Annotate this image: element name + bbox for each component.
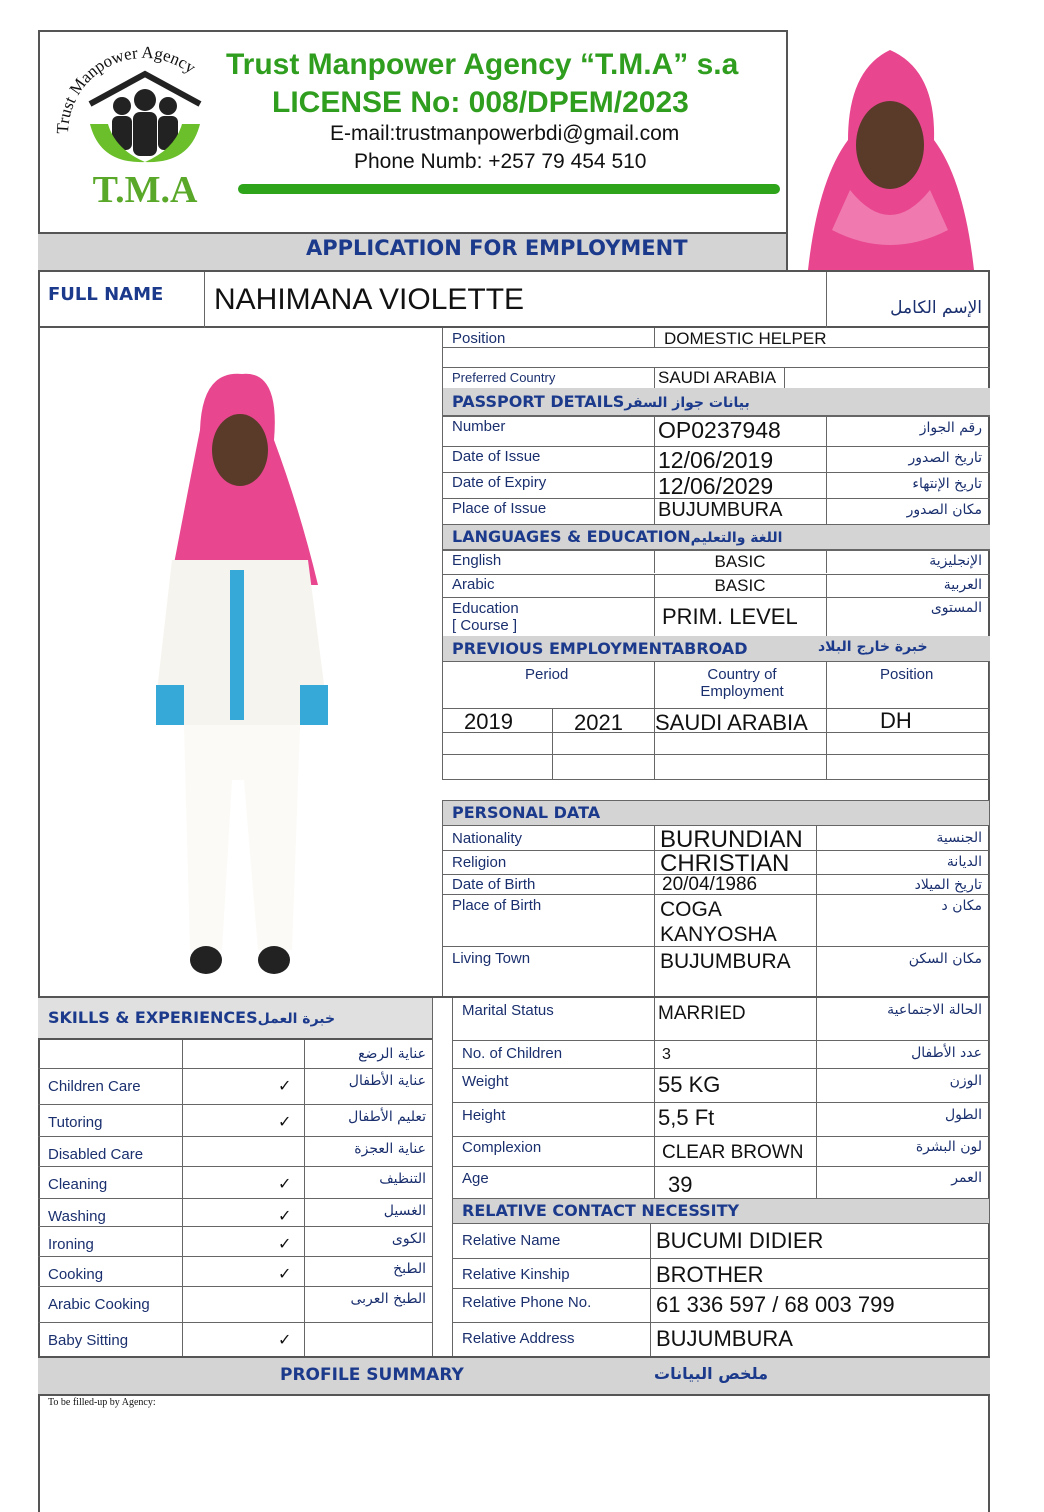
passport-row-label: Date of Issue	[452, 448, 541, 465]
relative-name-value: BUCUMI DIDIER	[656, 1228, 824, 1253]
logo-arc-text: Trust Manpower Agency	[52, 44, 200, 135]
profile-summary-title: PROFILE SUMMARY	[280, 1365, 464, 1385]
profile-summary-title-ar: ملخص البيانات	[654, 1364, 769, 1383]
preferred-country-value: SAUDI ARABIA	[658, 368, 777, 387]
skill-label-ar: التنظيف	[379, 1171, 426, 1187]
skill-check: ✓	[278, 1114, 292, 1131]
period-header: Period	[525, 666, 569, 683]
passport-row-value: 12/06/2029	[658, 473, 774, 499]
dob-label: Date of Birth	[452, 876, 536, 893]
language-level: BASIC	[714, 552, 766, 571]
infant-care-label-ar: عناية الرضع	[358, 1046, 426, 1062]
relative-phone-label: Relative Phone No.	[462, 1294, 592, 1311]
full-name-label: FULL NAME	[48, 284, 164, 305]
skill-label: Ironing	[48, 1236, 94, 1253]
skill-label: Cooking	[48, 1266, 104, 1283]
agency-phone: Phone Numb: +257 79 454 510	[354, 150, 647, 173]
passport-row-label-ar: مكان الصدور	[906, 502, 982, 518]
skill-check: ✓	[278, 1332, 292, 1349]
passport-row-label-ar: رقم الجواز	[919, 420, 982, 436]
complexion-label: Complexion	[462, 1139, 542, 1156]
passport-title: PASSPORT DETAILSبيانات جواز السفر	[452, 392, 750, 411]
education-label-ar: المستوى	[930, 600, 982, 616]
skill-check: ✓	[278, 1078, 292, 1095]
personal-title: PERSONAL DATA	[452, 803, 601, 822]
skill-label-ar: تعليم الأطفال	[348, 1109, 426, 1125]
agency-title: Trust Manpower Agency “T.M.A” s.a	[226, 48, 739, 81]
living-town-label: Living Town	[452, 950, 531, 967]
logo-initials: T.M.A	[92, 169, 198, 209]
skill-label: Tutoring	[48, 1114, 103, 1131]
skill-label-ar: عناية العجزة	[354, 1141, 426, 1157]
skills-title: SKILLS & EXPERIENCESخبرة العمل	[48, 1008, 336, 1027]
preferred-country-label: Preferred Country	[452, 370, 556, 385]
license-number: LICENSE No: 008/DPEM/2023	[272, 86, 689, 119]
pob-label: Place of Birth	[452, 897, 542, 914]
age-label-ar: العمر	[951, 1170, 982, 1186]
marital-label: Marital Status	[462, 1002, 554, 1019]
full-body-photo	[150, 370, 330, 980]
pob-label-ar: مكان د	[941, 898, 982, 914]
language-label: Arabic	[452, 576, 495, 593]
weight-value: 55 KG	[658, 1072, 721, 1097]
employment-title-ar: خبرة خارج البلاد	[818, 639, 928, 655]
skill-check: ✓	[278, 1208, 292, 1225]
passport-row-value: OP0237948	[658, 417, 781, 443]
passport-row-value: BUJUMBURA	[658, 499, 783, 521]
language-label-ar: الإنجليزية	[929, 553, 982, 569]
employment-from: 2019	[464, 709, 513, 734]
passport-row-label: Place of Issue	[452, 500, 547, 517]
weight-label-ar: الوزن	[949, 1073, 982, 1089]
children-label-ar: عدد الأطفال	[911, 1045, 982, 1061]
headshot-photo	[786, 30, 992, 270]
profile-summary-bar	[38, 1356, 990, 1396]
marital-value: MARRIED	[658, 1003, 746, 1024]
country-header: Country of Employment	[700, 666, 784, 700]
weight-label: Weight	[462, 1073, 509, 1090]
education-course-label: [ Course ]	[452, 617, 518, 634]
skill-label: Baby Sitting	[48, 1332, 129, 1349]
height-label: Height	[462, 1107, 506, 1124]
skill-label-ar: الغسيل	[383, 1203, 426, 1219]
agency-note: To be filled-up by Agency:	[48, 1397, 156, 1408]
complexion-label-ar: لون البشرة	[915, 1139, 982, 1155]
skill-label-ar: الطبخ	[393, 1261, 426, 1277]
skill-label: Disabled Care	[48, 1146, 144, 1163]
position-label: Position	[452, 330, 506, 347]
pob-value-line1: COGA	[660, 898, 722, 921]
living-town-label-ar: مكان السكن	[908, 951, 982, 967]
employment-country: SAUDI ARABIA	[655, 710, 808, 735]
education-value: PRIM. LEVEL	[662, 604, 798, 629]
children-label: No. of Children	[462, 1045, 563, 1062]
skill-label: Children Care	[48, 1078, 141, 1095]
languages-title: LANGUAGES & EDUCATIONاللغة والتعليم	[452, 527, 783, 546]
passport-row-label-ar: تاريخ الصدور	[908, 450, 982, 466]
application-title: APPLICATION FOR EMPLOYMENT	[306, 236, 688, 260]
language-label-ar: العربية	[943, 577, 982, 593]
full-name-value: NAHIMANA VIOLETTE	[214, 283, 525, 316]
relative-kinship-label: Relative Kinship	[462, 1266, 570, 1283]
children-value: 3	[662, 1046, 671, 1063]
employment-to: 2021	[574, 710, 623, 735]
height-value: 5,5 Ft	[658, 1105, 715, 1130]
skill-label: Washing	[48, 1208, 106, 1225]
relative-phone-value: 61 336 597 / 68 003 799	[656, 1292, 895, 1317]
passport-row-value: 12/06/2019	[658, 447, 774, 473]
employment-position: DH	[880, 708, 912, 733]
passport-row-label: Number	[452, 418, 506, 435]
relative-kinship-value: BROTHER	[656, 1262, 764, 1287]
language-label: English	[452, 552, 502, 569]
passport-row-label: Date of Expiry	[452, 474, 547, 491]
height-label-ar: الطول	[944, 1107, 982, 1123]
age-value: 39	[668, 1172, 693, 1197]
skill-label-ar: الكوى	[391, 1231, 426, 1247]
religion-value: CHRISTIAN	[660, 850, 790, 877]
header-divider	[238, 184, 780, 194]
nationality-label: Nationality	[452, 830, 523, 847]
skill-label: Cleaning	[48, 1176, 108, 1193]
relative-address-label: Relative Address	[462, 1330, 575, 1347]
complexion-value: CLEAR BROWN	[662, 1142, 804, 1163]
education-label: Education	[452, 600, 519, 617]
agency-logo	[50, 44, 230, 209]
full-name-label-ar: الإسم الكامل	[890, 298, 982, 318]
living-town-value: BUJUMBURA	[660, 950, 791, 973]
relative-title: RELATIVE CONTACT NECESSITY	[462, 1201, 740, 1220]
agency-email: E-mail:trustmanpowerbdi@gmail.com	[330, 122, 680, 145]
passport-row-label-ar: تاريخ الإنتهاء	[912, 476, 982, 492]
marital-label-ar: الحالة الاجتماعية	[887, 1002, 982, 1018]
language-level: BASIC	[714, 576, 766, 595]
religion-label: Religion	[452, 854, 507, 871]
skill-label: Arabic Cooking	[48, 1296, 150, 1313]
relative-address-value: BUJUMBURA	[656, 1326, 793, 1351]
dob-value: 20/04/1986	[662, 874, 758, 895]
skill-check: ✓	[278, 1236, 292, 1253]
skill-check: ✓	[278, 1266, 292, 1283]
skill-check: ✓	[278, 1176, 292, 1193]
nationality-value: BURUNDIAN	[660, 826, 803, 853]
skill-label-ar: الطبخ العربى	[350, 1291, 426, 1307]
relative-name-label: Relative Name	[462, 1232, 561, 1249]
employment-title: PREVIOUS EMPLOYMENTABROAD	[452, 639, 748, 658]
position-value: DOMESTIC HELPER	[664, 329, 827, 348]
age-label: Age	[462, 1170, 489, 1187]
pob-value-line2: KANYOSHA	[660, 923, 777, 946]
skill-label-ar: عناية الأطفال	[348, 1073, 426, 1089]
dob-label-ar: تاريخ الميلاد	[914, 877, 982, 893]
position-header: Position	[880, 666, 934, 683]
religion-label-ar: الديانة	[946, 854, 982, 870]
nationality-label-ar: الجنسية	[936, 830, 982, 846]
